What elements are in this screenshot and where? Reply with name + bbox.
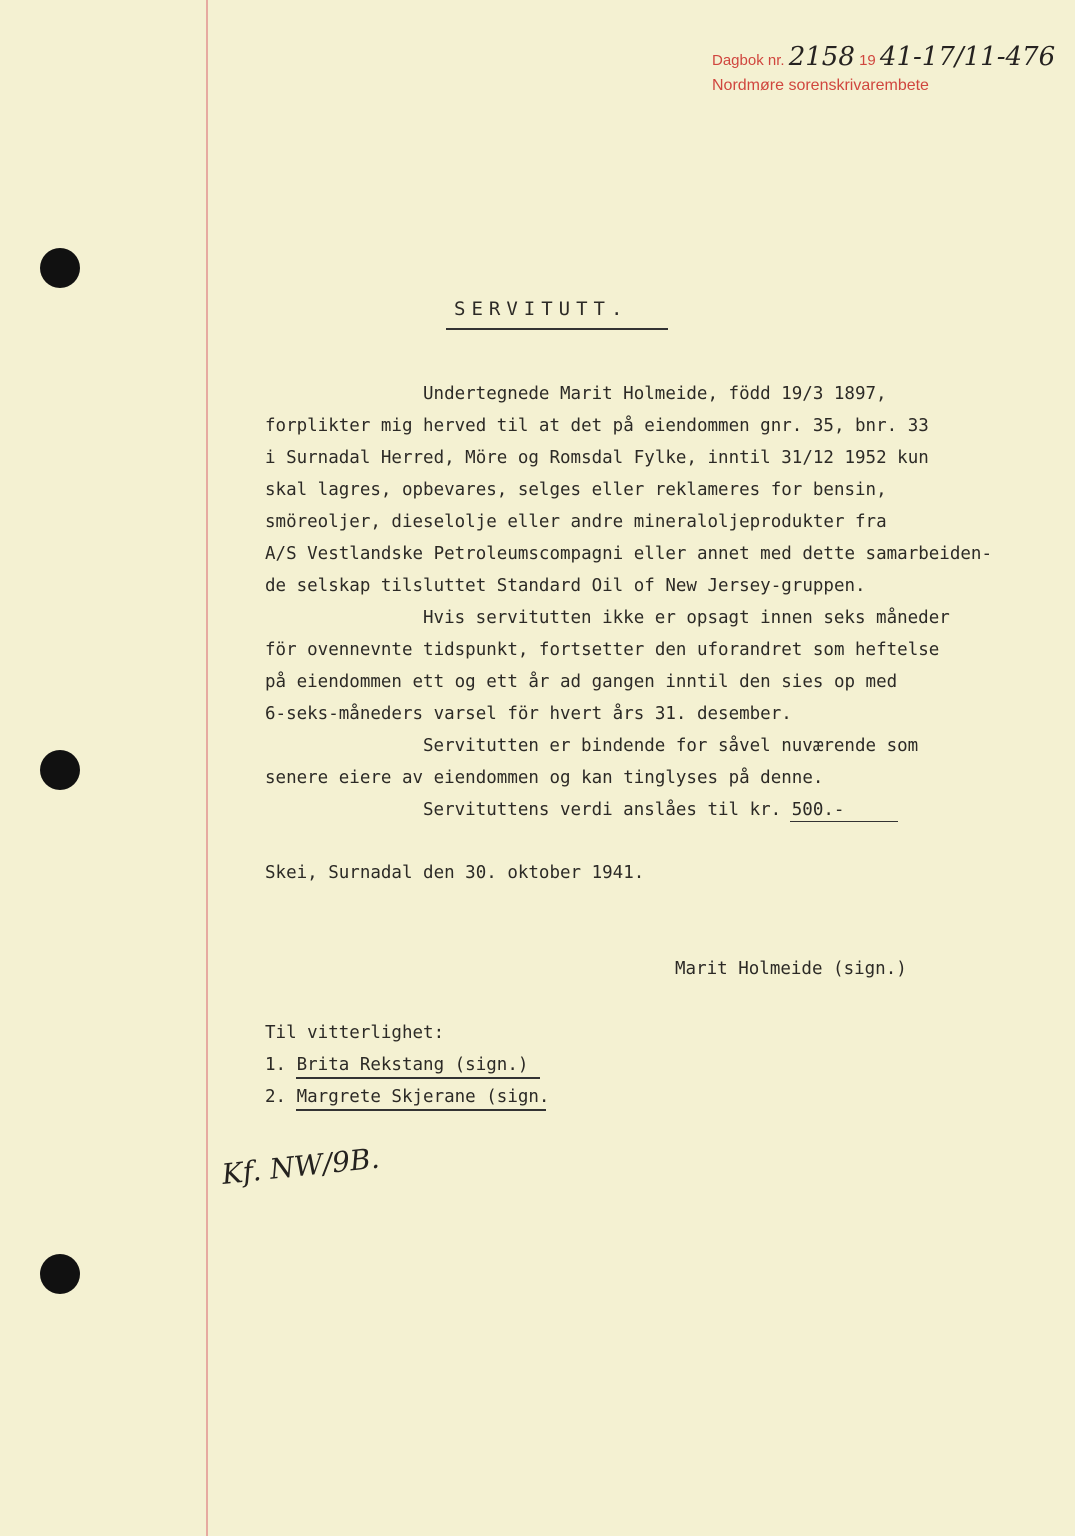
- body-line-3: i Surnadal Herred, Möre og Romsdal Fylke, inntil 31/12 1952 kun: [265, 448, 929, 468]
- margin-rule: [206, 0, 208, 1536]
- body-line-2: forplikter mig herved til at det på eiendommen gnr. 35, bnr. 33: [265, 416, 929, 436]
- stamp-handwritten-date: 41-17/11-476: [879, 42, 1056, 72]
- body-line-9: för ovennevnte tidspunkt, fortsetter den uforandret som heftelse: [265, 640, 940, 660]
- punch-hole-top: [40, 248, 80, 288]
- punch-hole-middle: [40, 750, 80, 790]
- stamp-office-name: Nordmøre sorenskrivarembete: [712, 77, 929, 94]
- value-underline: [790, 821, 898, 822]
- signature-line: Marit Holmeide (sign.): [675, 959, 907, 979]
- place-date-line: Skei, Surnadal den 30. oktober 1941.: [265, 863, 645, 883]
- stamp-dagbok-label: Dagbok nr.: [712, 52, 785, 69]
- registry-stamp-line-1: [712, 42, 1055, 72]
- witnesses-heading: Til vitterlighet:: [265, 1023, 445, 1043]
- body-line-1: Undertegnede Marit Holmeide, född 19/3 1897,: [423, 384, 887, 404]
- body-line-13: senere eiere av eiendommen og kan tinglyses på denne.: [265, 768, 824, 788]
- handwritten-annotation: Kf. NW/9B.: [220, 1141, 381, 1191]
- witness-2-underline: [296, 1109, 546, 1111]
- body-line-10: på eiendommen ett og ett år ad gangen inntil den sies op med: [265, 672, 898, 692]
- witness-2: 2. Margrete Skjerane (sign.: [265, 1087, 550, 1107]
- body-line-11: 6-seks-måneders varsel för hvert års 31. desember.: [265, 704, 792, 724]
- body-line-4: skal lagres, opbevares, selges eller reklameres for bensin,: [265, 480, 887, 500]
- body-line-7: de selskap tilsluttet Standard Oil of New Jersey-gruppen.: [265, 576, 866, 596]
- body-line-14: Servituttens verdi anslåes til kr. 500.-: [423, 800, 845, 820]
- body-line-6: A/S Vestlandske Petroleumscompagni eller annet med dette samarbeiden-: [265, 544, 992, 564]
- stamp-dagbok-number: 2158: [788, 42, 855, 72]
- body-line-5: smöreoljer, dieselolje eller andre mineraloljeprodukter fra: [265, 512, 887, 532]
- title-underline: [446, 328, 668, 330]
- witness-1-underline: [296, 1077, 540, 1079]
- witness-1: 1. Brita Rekstang (sign.): [265, 1055, 529, 1075]
- document-title: SERVITUTT.: [454, 298, 629, 320]
- stamp-year-prefix: 19: [859, 52, 876, 69]
- body-line-12: Servitutten er bindende for såvel nuværende som: [423, 736, 919, 756]
- punch-hole-bottom: [40, 1254, 80, 1294]
- body-line-8: Hvis servitutten ikke er opsagt innen seks måneder: [423, 608, 950, 628]
